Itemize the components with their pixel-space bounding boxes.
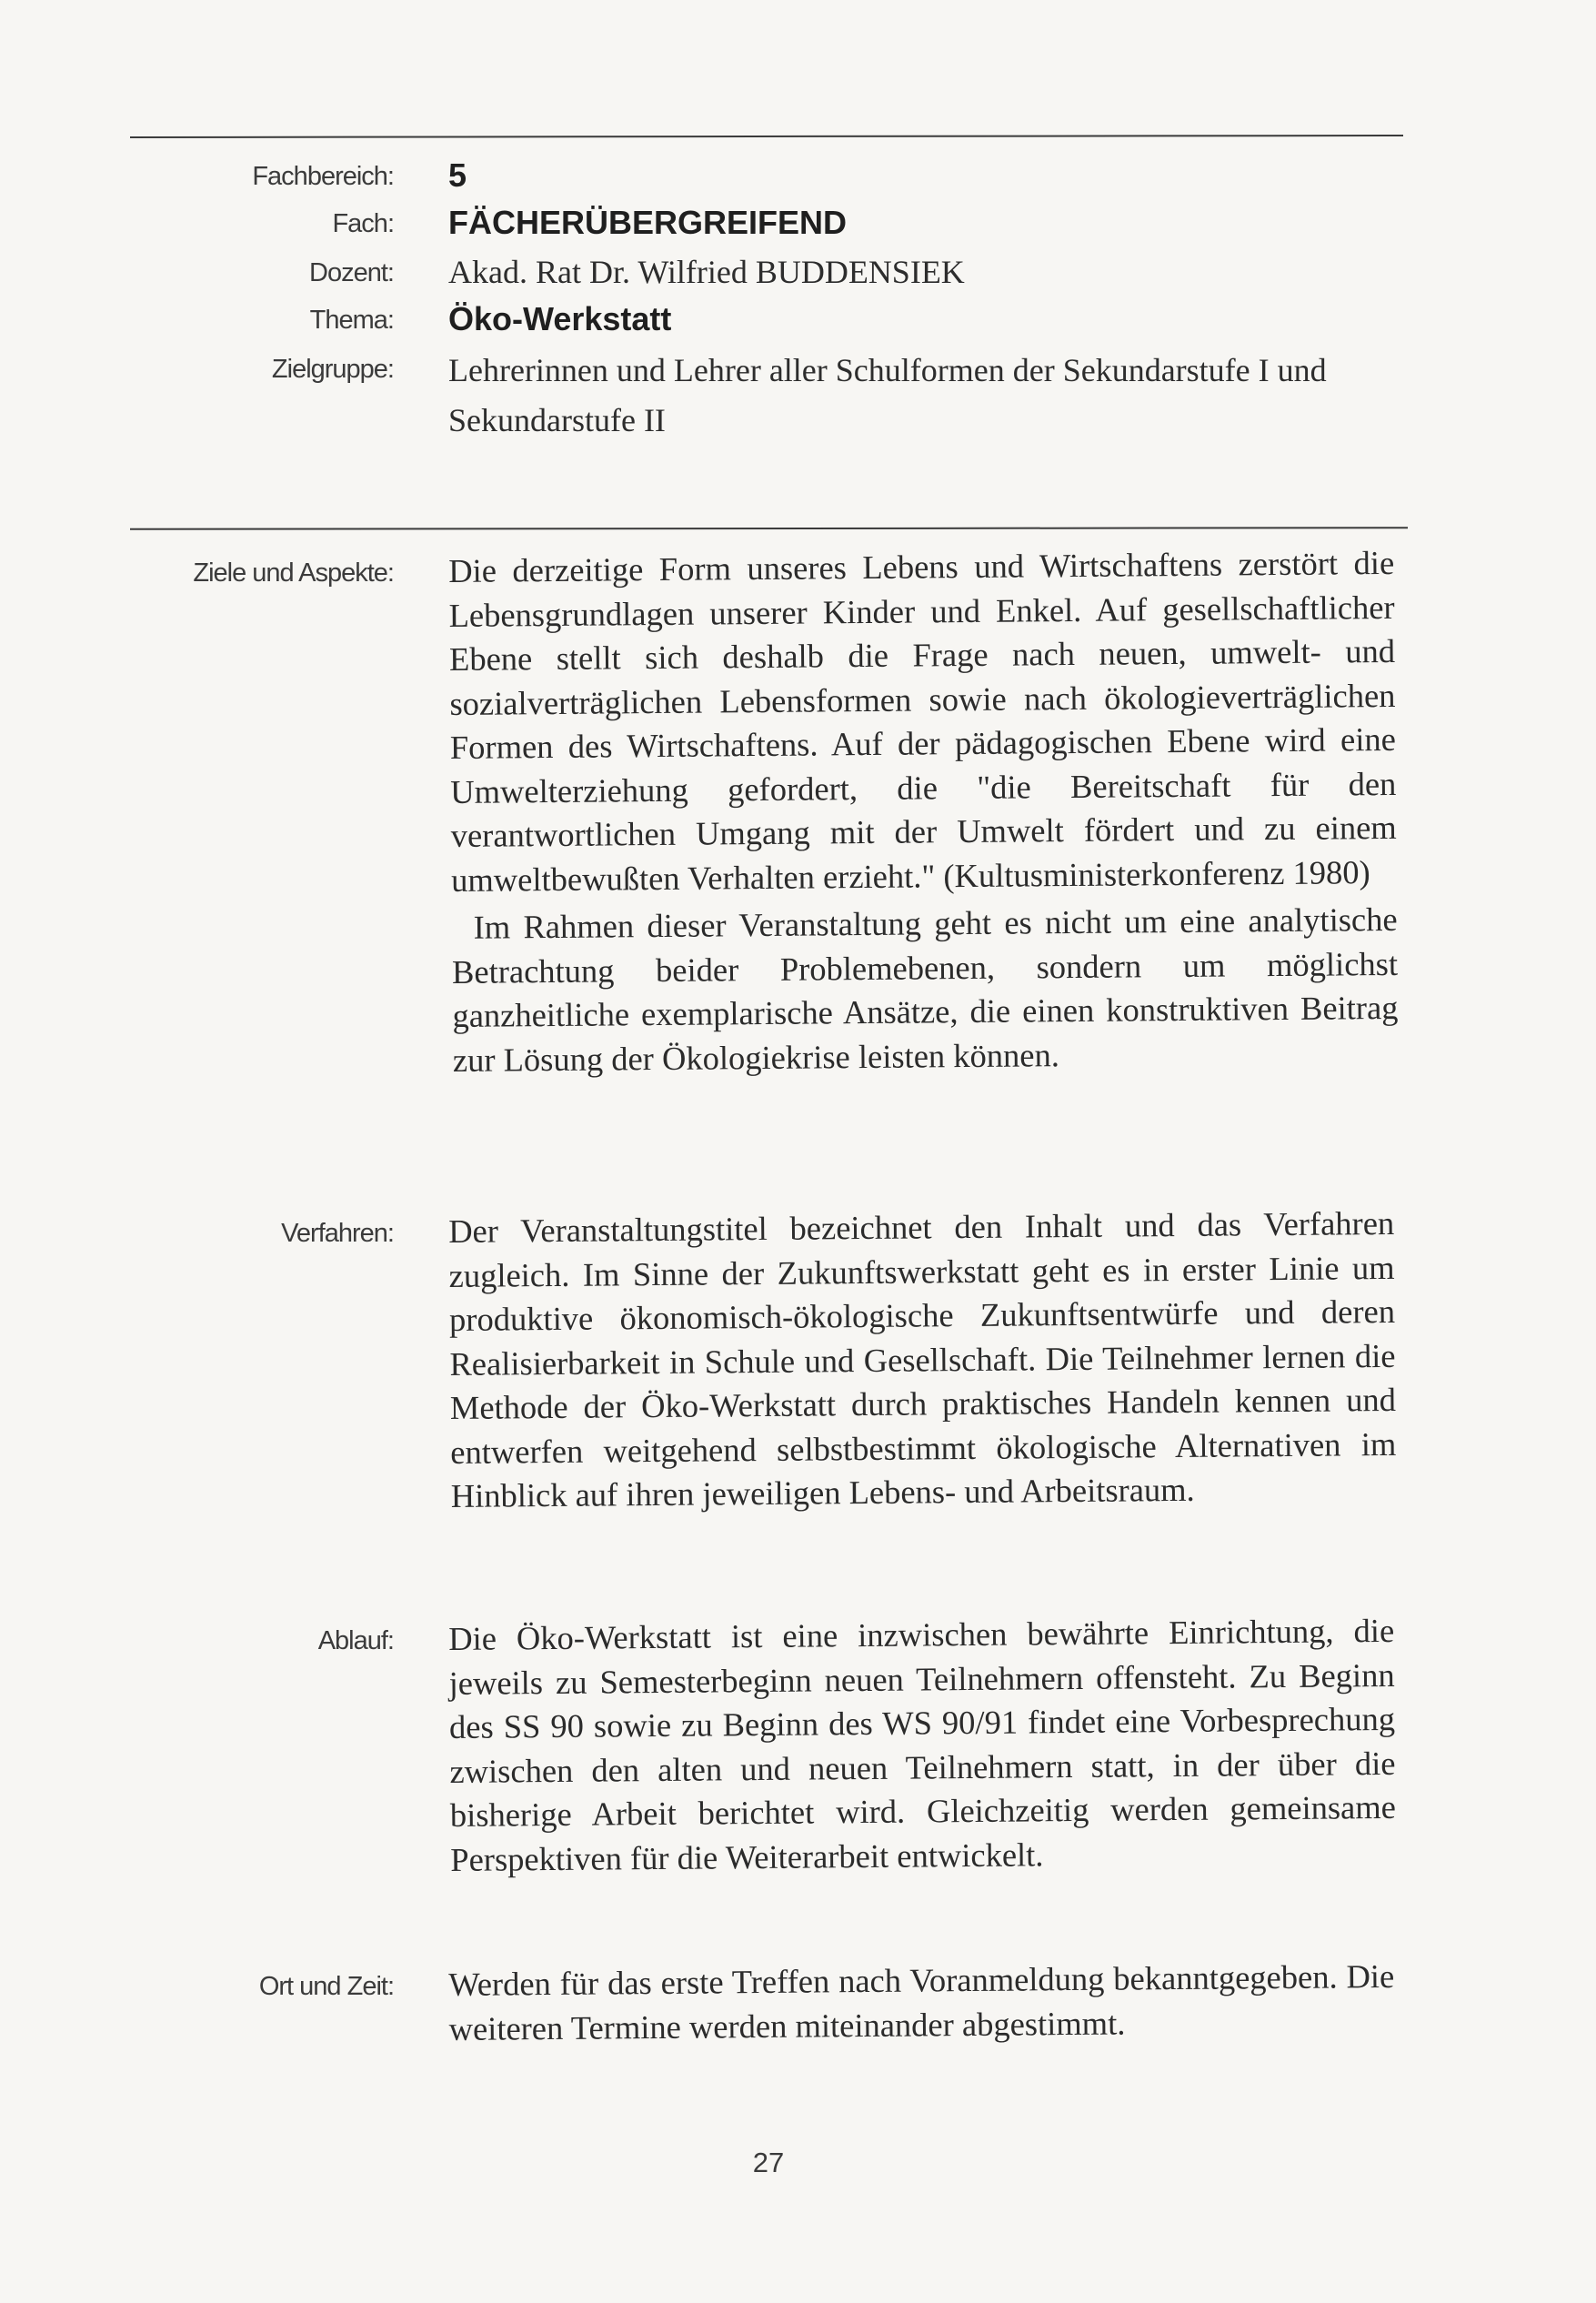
- zielgruppe-value: Lehrerinnen und Lehrer aller Schulformen der Sekundarstufe I und Sekundarstufe II: [448, 352, 1327, 438]
- zielgruppe-label: Zielgruppe:: [271, 355, 394, 384]
- ablauf-text: [448, 1609, 1396, 1882]
- fachbereich-value: 5: [448, 156, 467, 194]
- row-zielgruppe: [0, 347, 1596, 448]
- row-thema: [0, 298, 1596, 346]
- row-fach: [0, 202, 1596, 249]
- row-dozent: [0, 251, 1596, 298]
- dozent-value: Akad. Rat Dr. Wilfried BUDDENSIEK: [448, 254, 965, 290]
- thema-label: Thema:: [309, 306, 394, 335]
- ort-zeit-paragraph: Werden für das erste Treffen nach Voranmeldung bekanntgegeben. Die weiteren Termine werden miteinander abgestimmt.: [448, 1956, 1395, 2047]
- thema-value: Öko-Werkstatt: [448, 300, 672, 337]
- fach-value: FÄCHERÜBERGREIFEND: [448, 204, 848, 241]
- ablauf-paragraph: Die Öko-Werkstatt ist eine inzwischen bewährte Einrichtung, die jeweils zu Semesterbeginn neuen Teilnehmern offensteht. Zu Beginn des SS 90 sowie zu Beginn des WS 90/91 findet eine Vorbesprechung zwischen den alten und neuen Teilnehmern statt, in der über die bisherige Arbeit berichtet wird. Gleichzeitig werden gemeinsame Perspektiven für die Weiterarbeit entwickelt.: [448, 1611, 1397, 1878]
- verfahren-label: Verfahren:: [281, 1219, 394, 1248]
- top-divider: [130, 135, 1403, 138]
- dozent-label: Dozent:: [309, 258, 394, 287]
- ablauf-label: Ablauf:: [317, 1626, 394, 1655]
- ort-zeit-label: Ort und Zeit:: [258, 1972, 394, 2001]
- verfahren-text: [448, 1202, 1397, 1519]
- page-number: 27: [752, 2147, 785, 2178]
- ziele-paragraph-1: Die derzeitige Form unseres Lebens und Wirtschaftens zerstört die Lebensgrundlagen unserer Kinder und Enkel. Auf gesellschaftlicher Ebene stellt sich deshalb die Frage nach neuen, umwelt- und sozialverträglichen Lebensformen sowie nach ökologieverträglichen Formen des Wirtschaftens. Auf der pädagogischen Ebene wird eine Umwelterziehung gefordert, die "die Bereitschaft für den verantwortlichen Umgang mit der Umwelt fördert und zu einem umweltbewußten Verhalten erzieht." (Kultusministerkonferenz 1980): [448, 543, 1397, 899]
- section-divider: [130, 527, 1408, 529]
- verfahren-paragraph: Der Veranstaltungstitel bezeichnet den Inhalt und das Verfahren zugleich. Im Sinne der Zukunftswerkstatt geht es in erster Linie um produktive ökonomisch-ökologische Zukunftsentwürfe und deren Realisierbarkeit in Schule und Gesellschaft. Die Teilnehmer lernen die Methode der Öko-Werkstatt durch praktisches Handeln kennen und entwerfen weitgehend selbstbestimmt ökologische Alternativen im Hinblick auf ihren jeweiligen Lebens- und Arbeitsraum.: [448, 1203, 1397, 1514]
- row-fachbereich: [0, 155, 1596, 202]
- fachbereich-label: Fachbereich:: [252, 162, 394, 191]
- ziele-paragraph-2: Im Rahmen dieser Veranstaltung geht es nicht um eine analytische Betrachtung beider Problemebenen, sondern um möglichst ganzheitliche exemplarische Ansätze, die einen konstruktiven Beitrag zur Lösung der Ökologiekrise leisten können.: [451, 900, 1399, 1079]
- ziele-text: [448, 541, 1399, 1082]
- ziele-label: Ziele und Aspekte:: [193, 558, 394, 588]
- ort-zeit-text: [448, 1955, 1395, 2051]
- fach-label: Fach:: [332, 209, 394, 238]
